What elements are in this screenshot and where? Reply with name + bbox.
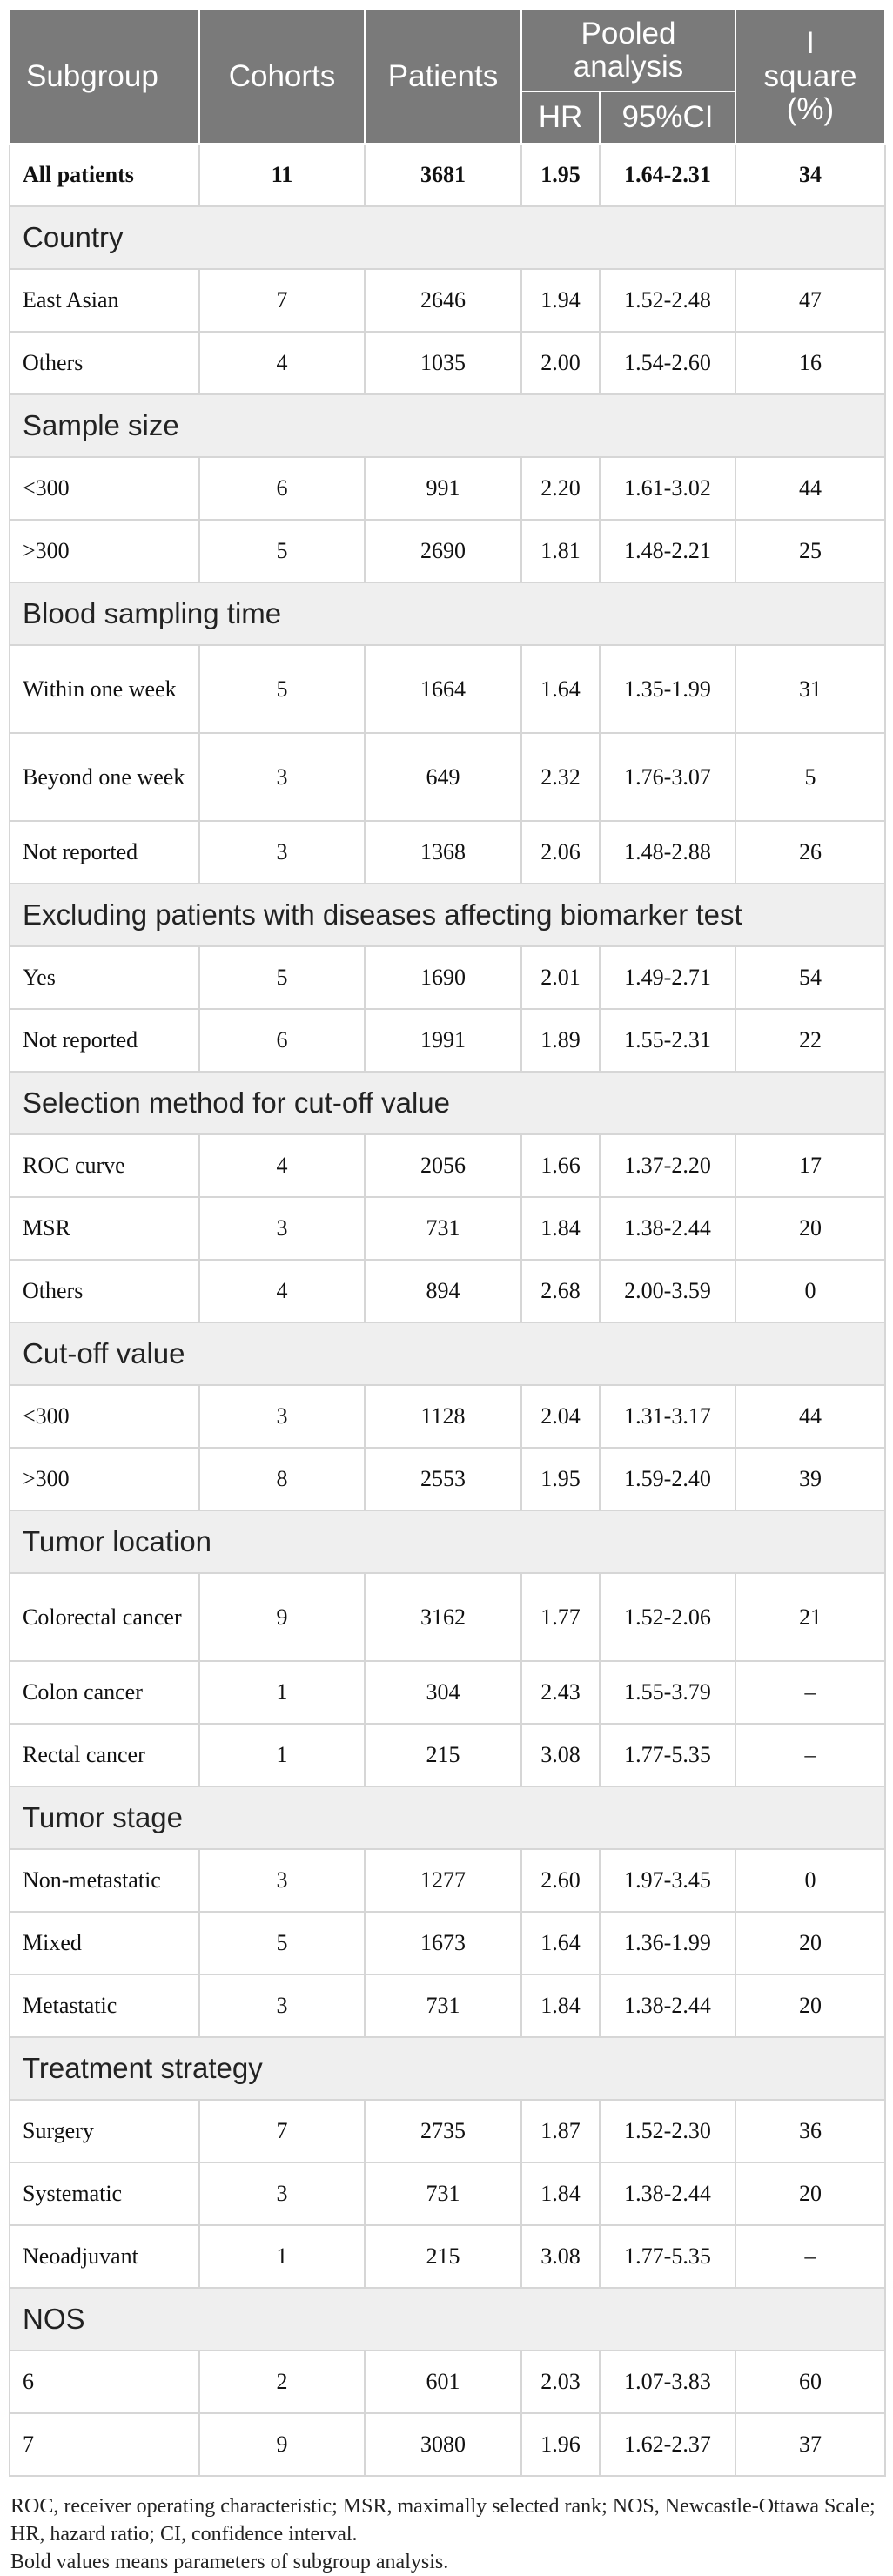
patients-cell: 215 (365, 2225, 521, 2288)
cohorts-cell: 3 (199, 1849, 365, 1912)
group-header-row (10, 582, 885, 645)
cohorts-cell: 1 (199, 1724, 365, 1786)
ci-cell: 1.48-2.88 (600, 821, 735, 884)
patients-cell: 1673 (365, 1912, 521, 1974)
patients-cell: 3681 (365, 144, 521, 206)
i-square-cell: – (735, 2225, 885, 2288)
subgroup-cell: Within one week (10, 645, 199, 733)
patients-cell: 2690 (365, 520, 521, 582)
i-square-cell: 39 (735, 1448, 885, 1510)
cohorts-cell: 11 (199, 144, 365, 206)
i-square-cell: 20 (735, 1912, 885, 1974)
hr-cell: 2.06 (521, 821, 600, 884)
header-patients: Patients (365, 10, 521, 144)
ci-cell: 1.64-2.31 (600, 144, 735, 206)
footnote-bold-note: Bold values means parameters of subgroup analysis. (10, 2551, 449, 2573)
table-header (10, 10, 885, 144)
cohorts-cell: 4 (199, 1260, 365, 1322)
subgroup-cell: East Asian (10, 269, 199, 332)
subgroup-cell: All patients (10, 144, 199, 206)
ci-cell: 1.55-3.79 (600, 1661, 735, 1724)
subgroup-cell: Neoadjuvant (10, 2225, 199, 2288)
patients-cell: 2553 (365, 1448, 521, 1510)
subgroup-cell: >300 (10, 520, 199, 582)
group-title: Tumor stage (10, 1786, 885, 1849)
i-square-cell: 44 (735, 457, 885, 520)
table-row (10, 1573, 885, 1661)
ci-cell: 1.62-2.37 (600, 2413, 735, 2476)
cohorts-cell: 5 (199, 946, 365, 1009)
subgroup-cell: Surgery (10, 2100, 199, 2162)
i-square-cell: 25 (735, 520, 885, 582)
table-row (10, 2351, 885, 2413)
i-square-cell: 0 (735, 1260, 885, 1322)
group-header-row (10, 1786, 885, 1849)
hr-cell: 2.00 (521, 332, 600, 394)
i-square-cell: 34 (735, 144, 885, 206)
cohorts-cell: 3 (199, 2162, 365, 2225)
hr-cell: 1.87 (521, 2100, 600, 2162)
cohorts-cell: 3 (199, 1197, 365, 1260)
ci-cell: 1.55-2.31 (600, 1009, 735, 1072)
cohorts-cell: 8 (199, 1448, 365, 1510)
ci-cell: 1.52-2.30 (600, 2100, 735, 2162)
cohorts-cell: 2 (199, 2351, 365, 2413)
table-row (10, 269, 885, 332)
ci-cell: 1.59-2.40 (600, 1448, 735, 1510)
cohorts-cell: 3 (199, 1385, 365, 1448)
i-square-cell: 31 (735, 645, 885, 733)
header-hr: HR (521, 91, 600, 144)
patients-cell: 1128 (365, 1385, 521, 1448)
i-square-cell: 36 (735, 2100, 885, 2162)
i-square-cell: 0 (735, 1849, 885, 1912)
group-title: Blood sampling time (10, 582, 885, 645)
cohorts-cell: 3 (199, 821, 365, 884)
ci-cell: 1.36-1.99 (600, 1912, 735, 1974)
table-row (10, 332, 885, 394)
ci-cell: 1.48-2.21 (600, 520, 735, 582)
header-pooled-analysis: Pooled analysis (521, 10, 735, 91)
i-square-cell: – (735, 1724, 885, 1786)
cohorts-cell: 3 (199, 1974, 365, 2037)
group-header-row (10, 1072, 885, 1134)
table-row (10, 1912, 885, 1974)
group-title: Treatment strategy (10, 2037, 885, 2100)
hr-cell: 1.89 (521, 1009, 600, 1072)
patients-cell: 1664 (365, 645, 521, 733)
ci-cell: 1.52-2.48 (600, 269, 735, 332)
header-subgroup: Subgroup (10, 10, 199, 144)
ci-cell: 1.61-3.02 (600, 457, 735, 520)
group-title: Sample size (10, 394, 885, 457)
patients-cell: 1277 (365, 1849, 521, 1912)
all-patients-row (10, 144, 885, 206)
cohorts-cell: 6 (199, 457, 365, 520)
subgroup-cell: Not reported (10, 821, 199, 884)
header-cohorts: Cohorts (199, 10, 365, 144)
patients-cell: 1035 (365, 332, 521, 394)
ci-cell: 1.77-5.35 (600, 2225, 735, 2288)
i-square-cell: 20 (735, 1197, 885, 1260)
i-square-cell: 47 (735, 269, 885, 332)
hr-cell: 2.03 (521, 2351, 600, 2413)
table-row (10, 1197, 885, 1260)
table-row (10, 2225, 885, 2288)
subgroup-cell: Systematic (10, 2162, 199, 2225)
subgroup-cell: Colorectal cancer (10, 1573, 199, 1661)
ci-cell: 1.31-3.17 (600, 1385, 735, 1448)
patients-cell: 731 (365, 2162, 521, 2225)
cohorts-cell: 5 (199, 1912, 365, 1974)
hr-cell: 1.95 (521, 1448, 600, 1510)
patients-cell: 2056 (365, 1134, 521, 1197)
patients-cell: 731 (365, 1197, 521, 1260)
group-header-row (10, 884, 885, 946)
footnote-abbreviations: ROC, receiver operating characteristic; MSR, maximally selected rank; NOS, Newcastle-Ottawa Scale; HR, hazard ratio; CI, confidence interval. (10, 2495, 876, 2546)
i-square-cell: 20 (735, 2162, 885, 2225)
subgroup-cell: Non-metastatic (10, 1849, 199, 1912)
subgroup-cell: Beyond one week (10, 733, 199, 821)
cohorts-cell: 3 (199, 733, 365, 821)
hr-cell: 2.68 (521, 1260, 600, 1322)
i-square-cell: 26 (735, 821, 885, 884)
table-row (10, 1724, 885, 1786)
group-header-row (10, 206, 885, 269)
header-95ci: 95%CI (600, 91, 735, 144)
patients-cell: 215 (365, 1724, 521, 1786)
patients-cell: 894 (365, 1260, 521, 1322)
hr-cell: 2.43 (521, 1661, 600, 1724)
patients-cell: 1690 (365, 946, 521, 1009)
patients-cell: 3080 (365, 2413, 521, 2476)
header-i-square: I square (%) (735, 10, 885, 144)
table-row (10, 1134, 885, 1197)
ci-cell: 1.38-2.44 (600, 1974, 735, 2037)
table-body (10, 144, 885, 2476)
patients-cell: 304 (365, 1661, 521, 1724)
cohorts-cell: 5 (199, 520, 365, 582)
cohorts-cell: 4 (199, 1134, 365, 1197)
cohorts-cell: 1 (199, 1661, 365, 1724)
table-row (10, 1009, 885, 1072)
hr-cell: 1.66 (521, 1134, 600, 1197)
table-row (10, 645, 885, 733)
subgroup-cell: Metastatic (10, 1974, 199, 2037)
i-square-cell: – (735, 1661, 885, 1724)
group-title: Cut-off value (10, 1322, 885, 1385)
patients-cell: 2646 (365, 269, 521, 332)
table-row (10, 2413, 885, 2476)
hr-cell: 1.77 (521, 1573, 600, 1661)
hr-cell: 1.81 (521, 520, 600, 582)
subgroup-cell: 6 (10, 2351, 199, 2413)
subgroup-cell: <300 (10, 1385, 199, 1448)
group-header-row (10, 1322, 885, 1385)
i-square-cell: 37 (735, 2413, 885, 2476)
ci-cell: 1.52-2.06 (600, 1573, 735, 1661)
subgroup-cell: Yes (10, 946, 199, 1009)
cohorts-cell: 4 (199, 332, 365, 394)
hr-cell: 2.60 (521, 1849, 600, 1912)
hr-cell: 1.94 (521, 269, 600, 332)
table-row (10, 2100, 885, 2162)
patients-cell: 2735 (365, 2100, 521, 2162)
i-square-cell: 5 (735, 733, 885, 821)
hr-cell: 3.08 (521, 2225, 600, 2288)
ci-cell: 1.76-3.07 (600, 733, 735, 821)
subgroup-cell: ROC curve (10, 1134, 199, 1197)
ci-cell: 1.77-5.35 (600, 1724, 735, 1786)
table-row (10, 1260, 885, 1322)
ci-cell: 1.97-3.45 (600, 1849, 735, 1912)
i-square-cell: 20 (735, 1974, 885, 2037)
ci-cell: 2.00-3.59 (600, 1260, 735, 1322)
cohorts-cell: 7 (199, 269, 365, 332)
ci-cell: 1.38-2.44 (600, 2162, 735, 2225)
patients-cell: 731 (365, 1974, 521, 2037)
group-header-row (10, 1510, 885, 1573)
table-row (10, 1385, 885, 1448)
table-row (10, 946, 885, 1009)
ci-cell: 1.35-1.99 (600, 645, 735, 733)
hr-cell: 1.96 (521, 2413, 600, 2476)
cohorts-cell: 5 (199, 645, 365, 733)
patients-cell: 601 (365, 2351, 521, 2413)
patients-cell: 3162 (365, 1573, 521, 1661)
table-row (10, 733, 885, 821)
i-square-cell: 21 (735, 1573, 885, 1661)
cohorts-cell: 6 (199, 1009, 365, 1072)
subgroup-cell: Others (10, 332, 199, 394)
group-title: Country (10, 206, 885, 269)
subgroup-cell: Rectal cancer (10, 1724, 199, 1786)
hr-cell: 2.20 (521, 457, 600, 520)
hr-cell: 1.95 (521, 144, 600, 206)
hr-cell: 2.01 (521, 946, 600, 1009)
i-square-cell: 22 (735, 1009, 885, 1072)
patients-cell: 1368 (365, 821, 521, 884)
hr-cell: 1.84 (521, 2162, 600, 2225)
table-footnote (9, 2492, 884, 2576)
subgroup-cell: Colon cancer (10, 1661, 199, 1724)
patients-cell: 649 (365, 733, 521, 821)
subgroup-cell: <300 (10, 457, 199, 520)
hr-cell: 1.64 (521, 645, 600, 733)
ci-cell: 1.07-3.83 (600, 2351, 735, 2413)
ci-cell: 1.54-2.60 (600, 332, 735, 394)
ci-cell: 1.49-2.71 (600, 946, 735, 1009)
table-row (10, 520, 885, 582)
ci-cell: 1.37-2.20 (600, 1134, 735, 1197)
group-header-row (10, 2288, 885, 2351)
table-row (10, 457, 885, 520)
subgroup-cell: Mixed (10, 1912, 199, 1974)
i-square-cell: 17 (735, 1134, 885, 1197)
subgroup-cell: Others (10, 1260, 199, 1322)
table-row (10, 1448, 885, 1510)
cohorts-cell: 1 (199, 2225, 365, 2288)
hr-cell: 1.84 (521, 1197, 600, 1260)
cohorts-cell: 9 (199, 1573, 365, 1661)
subgroup-cell: >300 (10, 1448, 199, 1510)
group-header-row (10, 394, 885, 457)
table-row (10, 821, 885, 884)
patients-cell: 1991 (365, 1009, 521, 1072)
group-title: NOS (10, 2288, 885, 2351)
hr-cell: 1.84 (521, 1974, 600, 2037)
table-row (10, 1974, 885, 2037)
group-title: Excluding patients with diseases affecting biomarker test (10, 884, 885, 946)
group-header-row (10, 2037, 885, 2100)
table-row (10, 1849, 885, 1912)
subgroup-cell: Not reported (10, 1009, 199, 1072)
subgroup-cell: MSR (10, 1197, 199, 1260)
hr-cell: 2.32 (521, 733, 600, 821)
hr-cell: 2.04 (521, 1385, 600, 1448)
table-row (10, 2162, 885, 2225)
i-square-cell: 54 (735, 946, 885, 1009)
cohorts-cell: 9 (199, 2413, 365, 2476)
subgroup-analysis-table-container (9, 9, 884, 2576)
ci-cell: 1.38-2.44 (600, 1197, 735, 1260)
hr-cell: 3.08 (521, 1724, 600, 1786)
cohorts-cell: 7 (199, 2100, 365, 2162)
i-square-cell: 16 (735, 332, 885, 394)
patients-cell: 991 (365, 457, 521, 520)
subgroup-analysis-table (9, 9, 886, 2477)
subgroup-cell: 7 (10, 2413, 199, 2476)
group-title: Selection method for cut-off value (10, 1072, 885, 1134)
hr-cell: 1.64 (521, 1912, 600, 1974)
table-row (10, 1661, 885, 1724)
i-square-cell: 44 (735, 1385, 885, 1448)
group-title: Tumor location (10, 1510, 885, 1573)
i-square-cell: 60 (735, 2351, 885, 2413)
